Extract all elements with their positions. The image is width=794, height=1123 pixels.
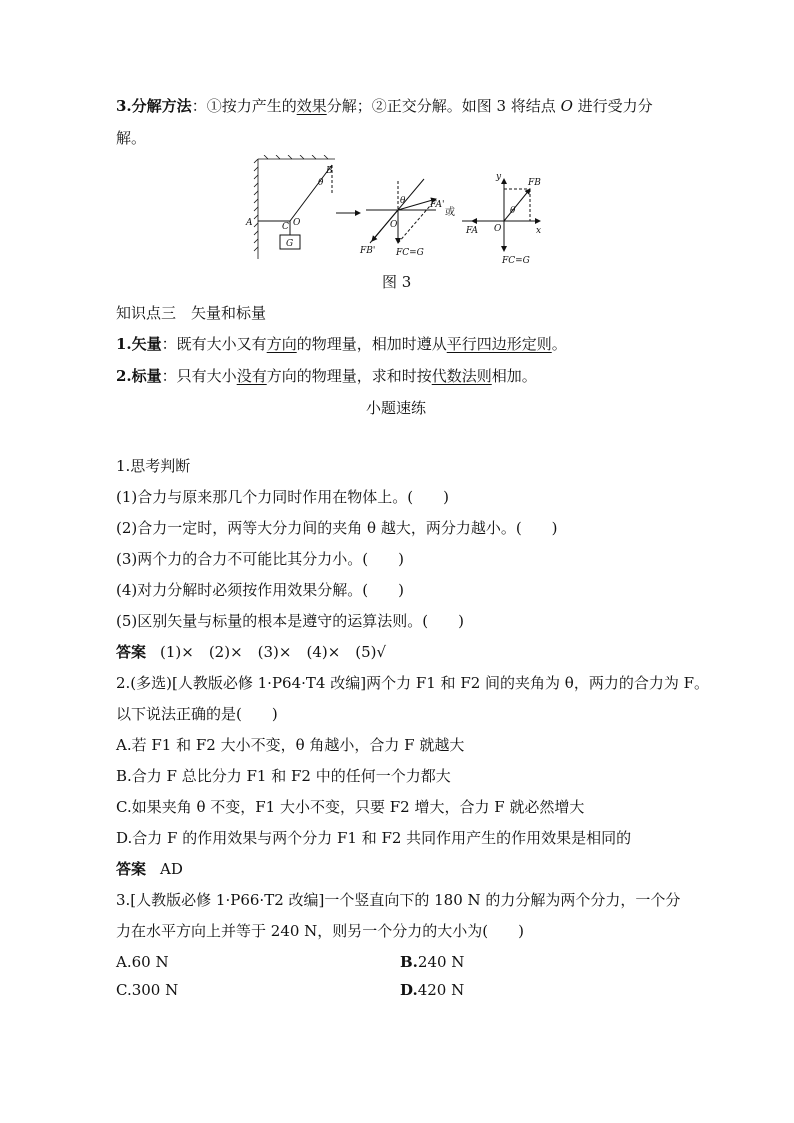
- vector-text-c: 。: [551, 335, 567, 353]
- label-theta: θ: [318, 178, 324, 188]
- orthogonal-decomposition-diagram: [462, 179, 540, 251]
- q2-stem-line-2: 以下说法正确的是( ): [116, 705, 278, 723]
- practice-title: 小题速练: [366, 399, 427, 417]
- q3-option-d-value: 420 N: [417, 981, 465, 999]
- label-x: x: [536, 226, 542, 236]
- scalar-text-b: 方向的物理量，求和时按: [266, 367, 432, 385]
- label-o-mid: O: [390, 220, 398, 230]
- label-fc-g-right: FC=G: [502, 256, 530, 266]
- q2-answer-label: 答案: [116, 860, 147, 878]
- vector-text-a: ：既有大小又有: [161, 335, 267, 353]
- q3-option-a: A.60 N: [116, 953, 169, 971]
- label-c: C: [282, 222, 289, 232]
- q3-option-d: [400, 980, 464, 1000]
- figure-3-diagram: [240, 155, 560, 267]
- label-fb: FB: [528, 178, 541, 188]
- q2-stem-line-1: 2.(多选)[人教版必修 1·P64·T4 改编]两个力 F1 和 F2 间的夹角为 θ，两力的合力为 F。: [116, 674, 710, 692]
- label-a: A: [246, 218, 253, 228]
- label-fc-g: FC=G: [396, 248, 424, 258]
- effect-underlined: 效果: [296, 97, 327, 115]
- label-theta-mid: θ: [400, 196, 406, 206]
- q1-item-1: (1)合力与原来那几个力同时作用在物体上。( ): [116, 488, 449, 506]
- q1-item-3: (3)两个力的合力不可能比其分力小。( ): [116, 550, 404, 568]
- figure-3-caption: 图 3: [382, 273, 412, 291]
- label-o: O: [293, 218, 301, 228]
- q2-answer-value: AD: [160, 860, 183, 878]
- q1-answer-value: (1)× (2)× (3)× (4)× (5)√: [160, 643, 387, 661]
- q1-answer-label: 答案: [116, 643, 147, 661]
- label-g: G: [286, 239, 294, 249]
- vector-direction-underlined: 方向: [266, 335, 297, 353]
- label-b: B: [326, 166, 333, 176]
- label-y: y: [496, 172, 502, 182]
- vector-definition: [116, 334, 567, 354]
- q3-option-b-letter: B.: [400, 953, 418, 971]
- decomposition-method-line: [116, 96, 653, 116]
- effect-decomposition-diagram: [366, 179, 436, 243]
- q2-option-b: B.合力 F 总比分力 F1 和 F2 中的任何一个力都大: [116, 767, 451, 785]
- label-theta-right: θ: [510, 206, 516, 216]
- q1-answer: [116, 642, 386, 662]
- wall-hatching: [254, 155, 335, 259]
- algebra-rule-underlined: 代数法则: [431, 367, 492, 385]
- label-o-right: O: [494, 224, 502, 234]
- parallelogram-rule-underlined: 平行四边形定则: [446, 335, 552, 353]
- scalar-definition: [116, 366, 537, 386]
- q3-option-b: [400, 952, 464, 972]
- q1-item-2: (2)合力一定时，两等大分力间的夹角 θ 越大，两分力越小。( ): [116, 519, 558, 537]
- q2-option-d: D.合力 F 的作用效果与两个分力 F1 和 F2 共同作用产生的作用效果是相同的: [116, 829, 632, 847]
- q2-option-a: A.若 F1 和 F2 大小不变，θ 角越小，合力 F 就越大: [116, 736, 465, 754]
- scalar-label: 2.标量: [116, 367, 162, 385]
- q2-option-c: C.如果夹角 θ 不变，F1 大小不变，只要 F2 增大，合力 F 就必然增大: [116, 798, 585, 816]
- decomposition-method-text-a: ：①按力产生的: [191, 97, 297, 115]
- scalar-text-c: 相加。: [491, 367, 537, 385]
- decomposition-method-text-b: 分解；②正交分解。如图 3 将结点: [326, 97, 561, 115]
- label-fa-prime: FA': [430, 200, 445, 210]
- q2-answer: [116, 859, 183, 879]
- q3-stem-line-2: 力在水平方向上并等于 240 N，则另一个分力的大小为( ): [116, 922, 524, 940]
- decomposition-method-number: 3.: [116, 97, 132, 115]
- q1-item-4: (4)对力分解时必须按作用效果分解。( ): [116, 581, 404, 599]
- vector-label: 1.矢量: [116, 335, 162, 353]
- q3-stem-line-1: 3.[人教版必修 1·P66·T2 改编]一个竖直向下的 180 N 的力分解为两个分力，一个分: [116, 891, 681, 909]
- q3-option-b-value: 240 N: [417, 953, 465, 971]
- label-fb-prime: FB': [360, 246, 376, 256]
- decomposition-method-label: 分解方法: [131, 97, 192, 115]
- q3-option-c: C.300 N: [116, 981, 179, 999]
- decomposition-method-text-c: 进行受力分: [572, 97, 653, 115]
- scalar-text-a: ：只有大小: [161, 367, 237, 385]
- knowledge-point-3-heading: 知识点三 矢量和标量: [116, 304, 267, 322]
- vector-text-b: 的物理量，相加时遵从: [296, 335, 447, 353]
- decomposition-method-cont: 解。: [116, 129, 147, 147]
- q1-item-5: (5)区别矢量与标量的根本是遵守的运算法则。( ): [116, 612, 464, 630]
- point-o: O: [560, 97, 573, 115]
- q3-option-d-letter: D.: [400, 981, 418, 999]
- label-fa: FA: [466, 226, 478, 236]
- q1-title: 1.思考判断: [116, 457, 191, 475]
- label-or: 或: [445, 207, 455, 218]
- scalar-none-underlined: 没有: [236, 367, 267, 385]
